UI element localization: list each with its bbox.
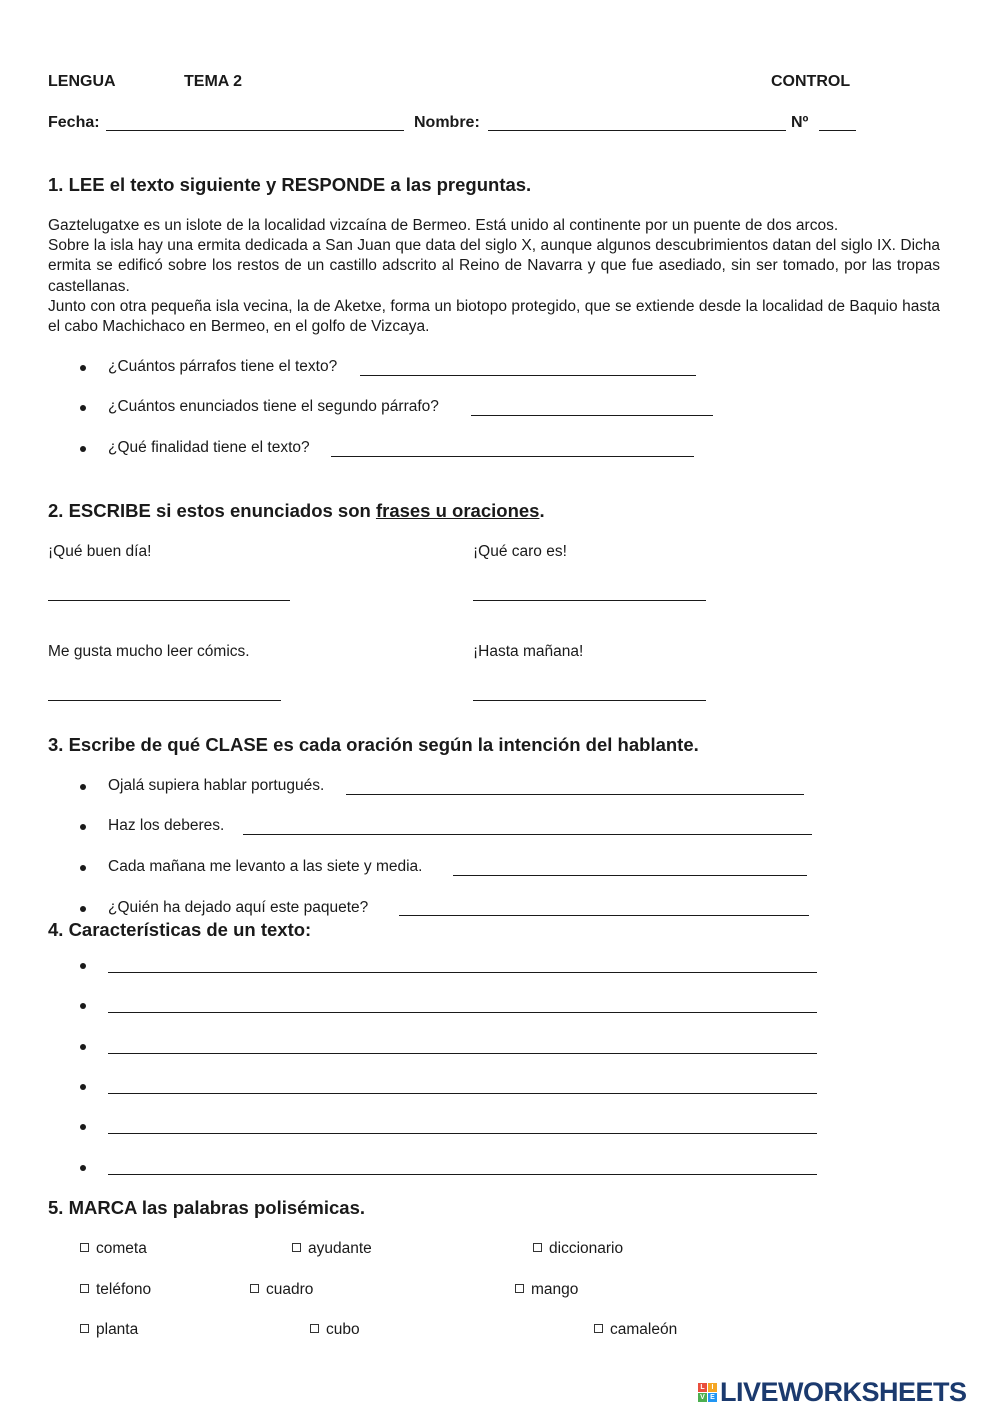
checkbox-diccionario[interactable]: diccionario xyxy=(533,1240,623,1258)
reading-paragraph-3: Junto con otra pequeña isla vecina, la de Aketxe, forma un biotopo protegido, que se extiende desde la localidad de Baquio hasta el cabo Machichaco en Bermeo, en el golfo de Vizcaya. xyxy=(48,298,940,336)
checkbox-icon xyxy=(80,1243,89,1252)
section4-title: 4. Características de un texto: xyxy=(48,919,312,940)
answer-field-t2[interactable] xyxy=(108,1012,817,1013)
name-label: Nombre: xyxy=(414,114,480,131)
bullet-icon xyxy=(80,1044,86,1050)
answer-field-t5[interactable] xyxy=(108,1133,817,1134)
bullet-icon xyxy=(80,405,86,411)
subject-label: LENGUA xyxy=(48,73,116,90)
statement-2: ¡Qué caro es! xyxy=(473,543,567,560)
logo-text: LIVEWORKSHEETS xyxy=(720,1377,967,1407)
bullet-icon xyxy=(80,1124,86,1130)
checkbox-cuadro[interactable]: cuadro xyxy=(250,1281,313,1299)
bullet-icon xyxy=(80,865,86,871)
section2-title: 2. ESCRIBE si estos enunciados son frases u oraciones. xyxy=(48,500,545,521)
bullet-icon xyxy=(80,784,86,790)
answer-field-t3[interactable] xyxy=(108,1053,817,1054)
exam-type-label: CONTROL xyxy=(771,73,851,90)
sentence-2: Haz los deberes. xyxy=(108,817,225,834)
question-2: ¿Cuántos enunciados tiene el segundo párrafo? xyxy=(108,398,439,415)
answer-field-c4[interactable] xyxy=(399,915,809,916)
section3-title: 3. Escribe de qué CLASE es cada oración según la intención del hablante. xyxy=(48,734,699,755)
answer-field-c2[interactable] xyxy=(243,834,812,835)
question-3: ¿Qué finalidad tiene el texto? xyxy=(108,439,310,456)
answer-field-q1[interactable] xyxy=(360,375,696,376)
statement-1: ¡Qué buen día! xyxy=(48,543,152,560)
answer-field-s1[interactable] xyxy=(48,600,290,601)
statement-4: ¡Hasta mañana! xyxy=(473,643,584,660)
date-label: Fecha: xyxy=(48,114,100,131)
bullet-icon xyxy=(80,446,86,452)
checkbox-icon xyxy=(515,1284,524,1293)
answer-field-t1[interactable] xyxy=(108,972,817,973)
liveworksheets-logo xyxy=(698,1377,967,1408)
answer-field-s3[interactable] xyxy=(48,700,281,701)
answer-field-q3[interactable] xyxy=(331,456,694,457)
bullet-icon xyxy=(80,1165,86,1171)
reading-paragraph-1: Gaztelugatxe es un islote de la localidad vizcaína de Bermeo. Está unido al continente por un puente de dos arcos. xyxy=(48,217,839,234)
answer-field-s2[interactable] xyxy=(473,600,706,601)
checkbox-icon xyxy=(310,1324,319,1333)
answer-field-s4[interactable] xyxy=(473,700,706,701)
reading-paragraph-2: Sobre la isla hay una ermita dedicada a San Juan que data del siglo X, aunque algunos descubrimientos datan del siglo IX. Dicha ermita se edificó sobre los restos de un castillo adscrito al Reino de Navarra y que fue asediado, sin ser tomado, por las tropas castellanas. xyxy=(48,237,940,295)
bullet-icon xyxy=(80,906,86,912)
checkbox-cometa[interactable]: cometa xyxy=(80,1240,147,1258)
section1-title: 1. LEE el texto siguiente y RESPONDE a las preguntas. xyxy=(48,174,532,195)
checkbox-mango[interactable]: mango xyxy=(515,1281,578,1299)
sentence-1: Ojalá supiera hablar portugués. xyxy=(108,777,325,794)
sentence-3: Cada mañana me levanto a las siete y media. xyxy=(108,858,423,875)
checkbox-icon xyxy=(80,1284,89,1293)
section5-title: 5. MARCA las palabras polisémicas. xyxy=(48,1197,366,1218)
question-1: ¿Cuántos párrafos tiene el texto? xyxy=(108,358,338,375)
bullet-icon xyxy=(80,1084,86,1090)
answer-field-c3[interactable] xyxy=(453,875,807,876)
answer-field-q2[interactable] xyxy=(471,415,713,416)
answer-field-t4[interactable] xyxy=(108,1093,817,1094)
checkbox-ayudante[interactable]: ayudante xyxy=(292,1240,372,1258)
answer-field-t6[interactable] xyxy=(108,1174,817,1175)
number-field[interactable] xyxy=(819,130,856,131)
checkbox-icon xyxy=(292,1243,301,1252)
checkbox-icon xyxy=(533,1243,542,1252)
date-field[interactable] xyxy=(106,130,404,131)
checkbox-telefono[interactable]: teléfono xyxy=(80,1281,151,1299)
logo-mark-icon: L I V E xyxy=(698,1383,717,1402)
checkbox-planta[interactable]: planta xyxy=(80,1321,138,1339)
answer-field-c1[interactable] xyxy=(346,794,804,795)
checkbox-icon xyxy=(80,1324,89,1333)
bullet-icon xyxy=(80,963,86,969)
number-label: Nº xyxy=(791,114,809,131)
checkbox-icon xyxy=(250,1284,259,1293)
statement-3: Me gusta mucho leer cómics. xyxy=(48,643,250,660)
bullet-icon xyxy=(80,365,86,371)
bullet-icon xyxy=(80,824,86,830)
bullet-icon xyxy=(80,1003,86,1009)
sentence-4: ¿Quién ha dejado aquí este paquete? xyxy=(108,899,369,916)
checkbox-icon xyxy=(594,1324,603,1333)
name-field[interactable] xyxy=(488,130,786,131)
checkbox-cubo[interactable]: cubo xyxy=(310,1321,360,1339)
topic-label: TEMA 2 xyxy=(184,73,243,90)
checkbox-camaleon[interactable]: camaleón xyxy=(594,1321,677,1339)
